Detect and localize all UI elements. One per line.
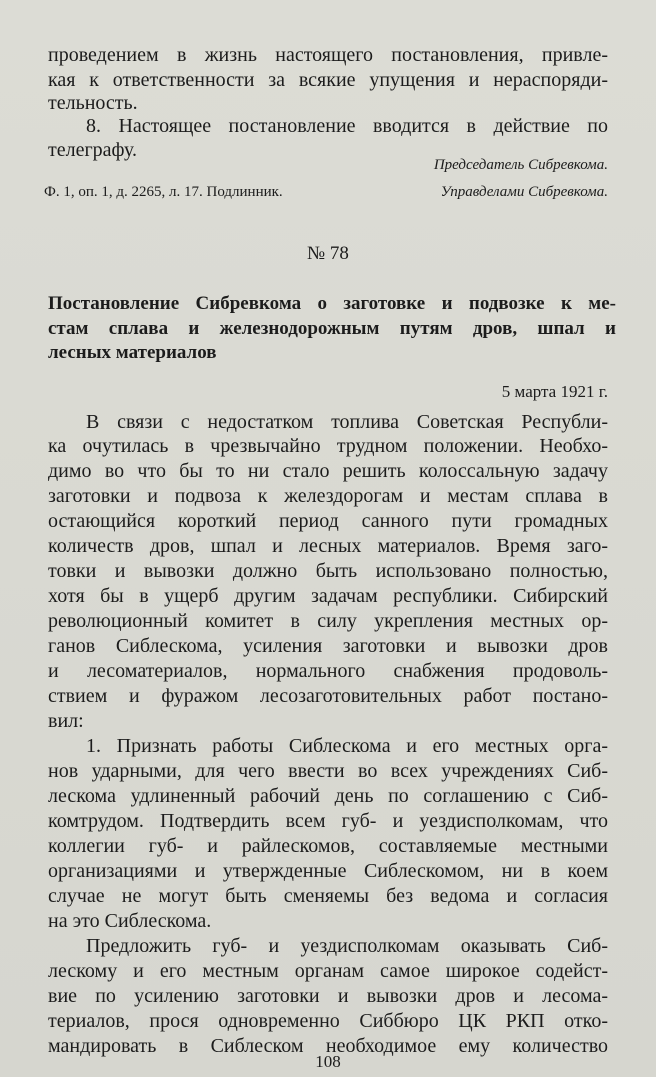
item8-line-1: 8. Настоящее постановление вводится в действие по <box>86 115 608 137</box>
body-para1-line-13: вил: <box>48 710 84 732</box>
top-paragraph-line-3: тельность. <box>48 92 138 114</box>
body-para1-line-2: ка очутилась в чрезвычайно трудном положении. Необхо- <box>48 435 608 457</box>
body-para2-line-1: 1. Признать работы Сиблескома и его местных орга- <box>86 735 608 757</box>
body-para1-line-3: димо во что бы то ни стало решить колоссальную задачу <box>48 460 608 482</box>
body-para1-line-4: заготовки и подвоза к желездорогам и местам сплава в <box>48 485 608 507</box>
body-para1-line-5: остающийся короткий период санного пути громадных <box>48 510 608 532</box>
body-para1-line-9: революционный комитет в силу укрепления местных ор- <box>48 610 608 632</box>
body-para2-line-3: лескома удлиненный рабочий день по соглашению с Сиб- <box>48 785 608 807</box>
body-para2-line-7: случае не могут быть сменяемы без ведома и согласия <box>48 885 608 907</box>
body-para2-line-2: нов ударными, для чего ввести во всех учреждениях Сиб- <box>48 760 608 782</box>
body-para2-line-4: комтрудом. Подтвердить всем губ- и уездисполкомам, что <box>48 810 608 832</box>
document-number: № 78 <box>307 243 349 264</box>
body-para1-line-11: и лесоматериалов, нормального снабжения продоволь- <box>48 660 608 682</box>
chairman-signature: Председатель Сибревкома. <box>433 157 608 173</box>
document-title-line-1: Постановление Сибревкома о заготовке и подвозке к ме- <box>48 293 616 314</box>
body-para1-line-6: количеств дров, шпал и лесных материалов. Время заго- <box>48 535 608 557</box>
body-para3-line-3: вие по усилению заготовки и вывозки дров и лесома- <box>48 985 608 1007</box>
body-para1-line-12: ствием и фуражом лесозаготовительных работ постано- <box>48 685 608 707</box>
body-para1-line-8: хотя бы в ущерб другим задачам республики. Сибирский <box>48 585 608 607</box>
body-para1-line-10: ганов Сиблескома, усиления заготовки и вывозки дров <box>48 635 608 657</box>
body-para2-line-6: организациями и утвержденные Сиблескомом, ни в коем <box>48 860 608 882</box>
document-title-line-3: лесных материалов <box>48 342 217 363</box>
top-paragraph-line-2: кая к ответственности за всякие упущения и нераспоряди- <box>48 69 608 91</box>
body-para3-line-4: териалов, прося одновременно Сиббюро ЦК РКП отко- <box>48 1010 608 1032</box>
manager-signature: Управделами Сибревкома. <box>440 184 608 200</box>
archive-reference: Ф. 1, оп. 1, д. 2265, л. 17. Подлинник. <box>44 184 283 200</box>
page-number: 108 <box>315 1052 341 1071</box>
body-para1-line-1: В связи с недостатком топлива Советская Республи- <box>86 411 608 433</box>
document-title-line-2: стам сплава и железнодорожным путям дров, шпал и <box>48 318 616 339</box>
body-para2-line-8: на это Сиблескома. <box>48 910 212 932</box>
body-para1-line-7: товки и вывозки должно быть использовано полностью, <box>48 560 608 582</box>
body-para3-line-5: мандировать в Сиблеском необходимое ему количество <box>48 1035 608 1057</box>
item8-line-2: телеграфу. <box>48 139 138 161</box>
body-para3-line-1: Предложить губ- и уездисполкомам оказывать Сиб- <box>86 935 608 957</box>
top-paragraph-line-1: проведением в жизнь настоящего постановления, привле- <box>48 44 608 66</box>
body-para3-line-2: лескому и его местным органам самое широкое содейст- <box>48 960 608 982</box>
body-para2-line-5: коллегии губ- и райлескомов, составляемые местными <box>48 835 608 857</box>
document-date: 5 марта 1921 г. <box>501 382 608 401</box>
